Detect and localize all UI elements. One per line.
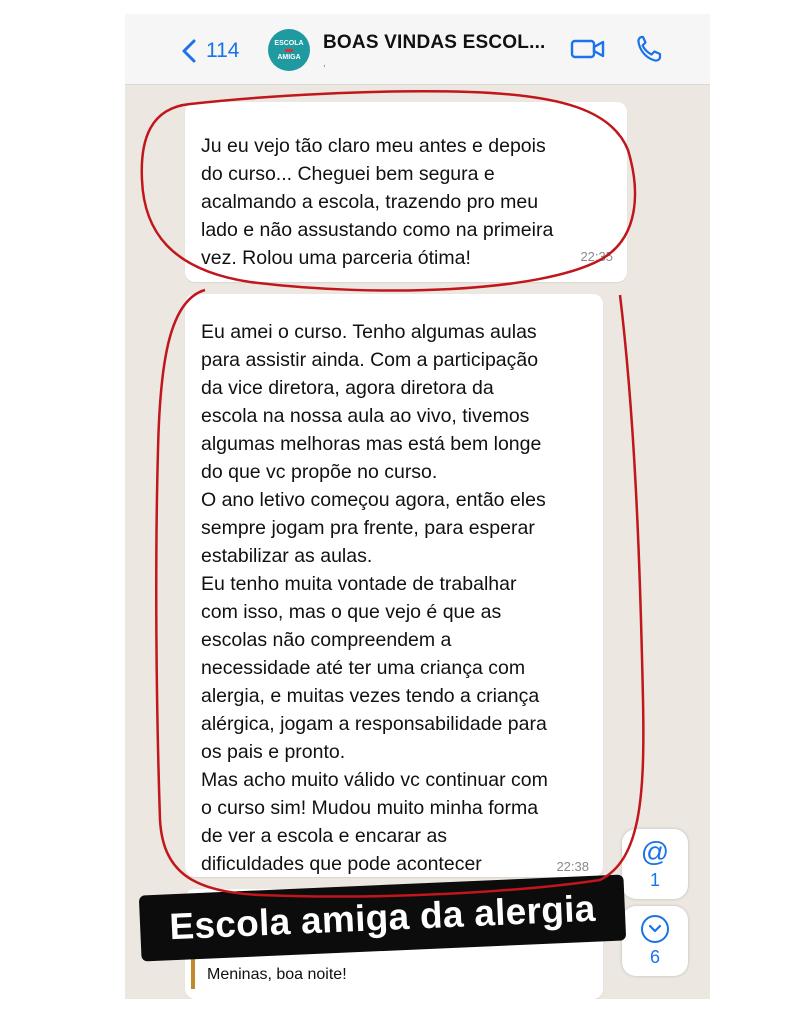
chat-title[interactable]: BOAS VINDAS ESCOL... — [323, 32, 546, 53]
message-time: 22:38 — [556, 859, 589, 874]
message-text: Eu amei o curso. Tenho algumas aulas para assistir ainda. Com a participação da vice diretora, agora diretora da escola na nossa aula ao vivo, tivemos algumas melhoras mas está bem longe do que vc propõe no curso. O ano letivo começou agora, então eles sempre jogam pra frente, para esperar estabilizar as aulas. Eu tenho muita vontade de trabalhar com isso, mas o que vejo é que as escolas não compreendem a necessidade até ter uma criança com alergia, e muitas vezes tendo a criança alérgica, jogam a responsabilidade para os pais e pronto. Mas acho muito válido vc continuar com o curso sim! Mudou muito minha forma de ver a escola e encarar as dificuldades que pode acontecer — [201, 321, 548, 875]
unread-messages-count: 6 — [649, 946, 660, 967]
chat-screen — [125, 14, 710, 999]
avatar-dot-icon — [285, 49, 293, 52]
at-icon: @ — [640, 835, 670, 867]
video-call-icon[interactable] — [570, 36, 606, 62]
back-button[interactable] — [180, 36, 239, 66]
sender-name-cropped — [201, 116, 361, 124]
chat-header — [125, 14, 710, 85]
chevron-left-icon — [180, 38, 198, 64]
avatar-text-line1: ESCOLA — [274, 39, 304, 47]
group-avatar[interactable] — [268, 29, 310, 71]
scroll-to-bottom-button[interactable] — [622, 906, 688, 976]
overlay-caption: Escola amiga da alergia — [139, 874, 626, 961]
mentions-count: 1 — [649, 869, 660, 890]
message-text: Ju eu vejo tão claro meu antes e depois do curso... Cheguei bem segura e acalmando a escola, trazendo pro meu lado e não assustando como na primeira vez. Rolou uma parceria ótima! — [201, 135, 554, 269]
mentions-button[interactable] — [622, 829, 688, 899]
unread-chats-count: 114 — [206, 39, 240, 62]
message-bubble[interactable] — [185, 102, 627, 282]
message-text: Meninas, boa noite! — [207, 966, 347, 983]
message-time: 22:35 — [580, 249, 613, 264]
chevron-down-icon — [641, 915, 669, 943]
avatar-text-line2: AMIGA — [277, 53, 301, 61]
chat-subtitle: , — [323, 58, 326, 69]
sender-name-cropped — [201, 304, 301, 312]
message-bubble[interactable] — [185, 294, 603, 877]
phone-call-icon[interactable] — [635, 34, 663, 64]
